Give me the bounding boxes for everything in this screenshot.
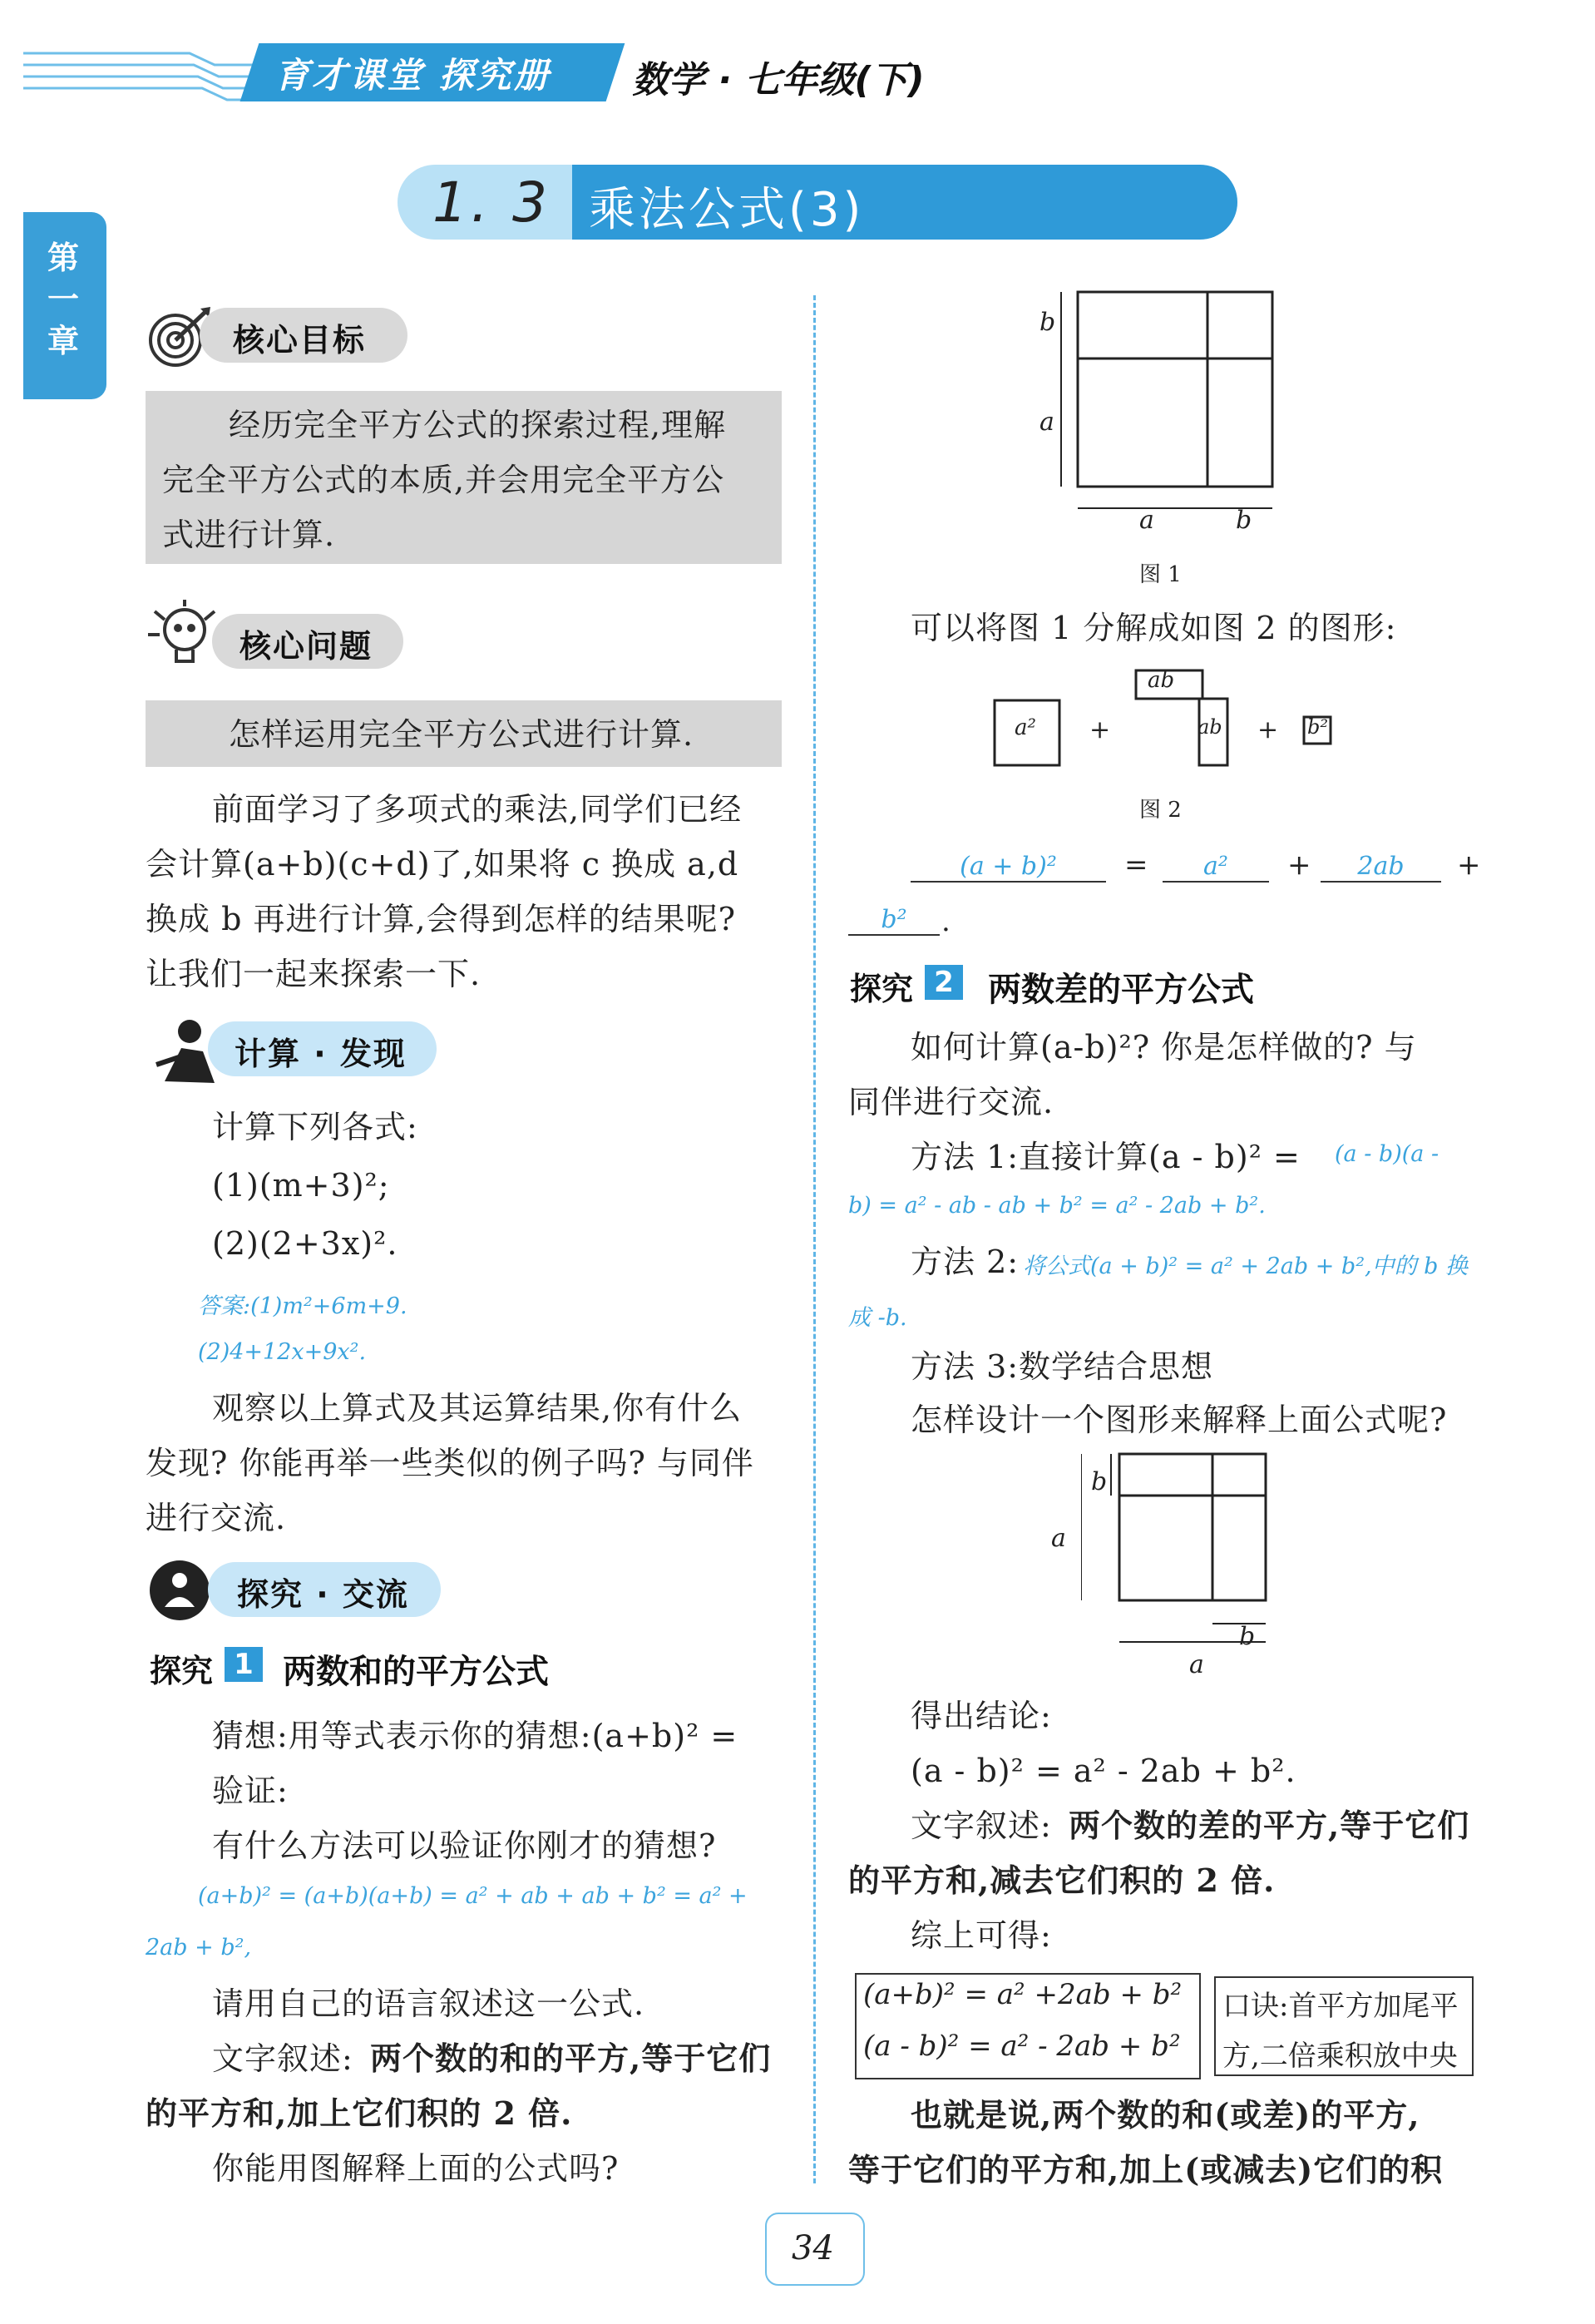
figure-1-diagram (1023, 279, 1297, 528)
fig3-a-label: a (1051, 1524, 1066, 1553)
fig1-a-bottom-label: a (1139, 506, 1154, 535)
intro-line-3: 换成 b 再进行计算,会得到怎样的结果呢? (146, 901, 736, 937)
plus-sign-2: + (1457, 848, 1481, 882)
fig1-b-side-label: b (1039, 308, 1056, 337)
method-2-answer-a: 将公式(a + b)² = a² + 2ab + b²,中的 b 换 (1023, 1253, 1469, 1279)
period: . (941, 905, 951, 938)
method-1-answer-a: (a - b)(a - (1335, 1141, 1439, 1167)
calc-prompt: 计算下列各式: (212, 1109, 418, 1145)
figure-1-caption: 图 1 (1139, 562, 1182, 587)
intro-line-1: 前面学习了多项式的乘法,同学们已经 (212, 791, 743, 828)
intro-line-4: 让我们一起来探索一下. (146, 956, 481, 992)
explore-icon (146, 1557, 213, 1627)
explore-1-number: 1 (225, 1647, 263, 1682)
explore-1-describe-text-2: 的平方和,加上它们积的 2 倍. (146, 2094, 573, 2132)
fig1-b-bottom-label: b (1236, 506, 1252, 535)
header-subject: 数学 · 七年级(下) (632, 59, 925, 101)
explore-2-title: 两数差的平方公式 (988, 971, 1254, 1009)
blank-3: 2ab (1321, 852, 1441, 883)
figure-2-caption: 图 2 (1139, 798, 1182, 823)
fig2-ab-side: ab (1197, 715, 1222, 739)
mnemonic-line-1: 口诀:首平方加尾平 (1222, 1990, 1459, 2023)
mnemonic-line-2: 方,二倍乘积放中央 (1222, 2040, 1458, 2073)
explore-2-describe-label: 文字叙述: (911, 1807, 1052, 1844)
calc-item-2: (2)(2+3x)². (212, 1225, 398, 1262)
fig2-a-squared: a² (1015, 715, 1036, 740)
fig3-a-bottom-label: a (1189, 1650, 1204, 1679)
explore-1-diagram-q: 你能用图解释上面的公式吗? (212, 2150, 620, 2187)
core-goal-line-2: 完全平方公式的本质,并会用完全平方公 (162, 462, 725, 498)
method-1-label: 方法 1:直接计算(a - b)² = (911, 1139, 1301, 1175)
fig2-plus-1: + (1089, 715, 1111, 744)
blank-1: (a + b)² (911, 852, 1106, 883)
decompose-text: 可以将图 1 分解成如图 2 的图形: (911, 610, 1397, 646)
observe-line-3: 进行交流. (146, 1500, 287, 1536)
summary-label: 综上可得: (911, 1917, 1052, 1954)
fig2-ab-top: ab (1148, 668, 1175, 693)
page-number: 34 (792, 2229, 834, 2267)
lightbulb-icon (143, 595, 218, 673)
observe-line-1: 观察以上算式及其运算结果,你有什么 (212, 1390, 743, 1427)
explore-1-answer-1: (a+b)² = (a+b)(a+b) = a² + ab + ab + b² = a² + (198, 1883, 748, 1909)
equals-sign: = (1124, 848, 1148, 882)
fig3-b-label: b (1091, 1467, 1108, 1496)
chapter-label: 第一章 (47, 240, 79, 359)
intro-line-2: 会计算(a+b)(c+d)了,如果将 c 换成 a,d (146, 846, 739, 883)
explore-1-title: 两数和的平方公式 (283, 1653, 549, 1691)
fig2-plus-2: + (1257, 715, 1279, 744)
explore-1-answer-2: 2ab + b², (146, 1935, 252, 1961)
formula-2: (a - b)² = a² - 2ab + b² (863, 2030, 1181, 2063)
method-1-answer-b: b) = a² - ab - ab + b² = a² - 2ab + b². (848, 1193, 1266, 1219)
calc-item-1: (1)(m+3)²; (212, 1167, 390, 1204)
explore-1-describe-prompt: 请用自己的语言叙述这一公式. (212, 1985, 645, 2022)
method-3-label: 方法 3:数学结合思想 (911, 1348, 1214, 1385)
explore-1-method-q: 有什么方法可以验证你刚才的猜想? (212, 1827, 717, 1864)
explore-1-describe-text-1: 两个数的和的平方,等于它们 (370, 2040, 772, 2077)
core-goal-heading: 核心目标 (233, 322, 367, 358)
calc-heading: 计算 · 发现 (235, 1036, 407, 1072)
final-line-2: 等于它们的平方和,加上(或减去)它们的积 (848, 2151, 1444, 2188)
final-line-1: 也就是说,两个数的和(或差)的平方, (911, 2096, 1420, 2134)
explore-2-describe-1: 两个数的差的平方,等于它们 (1069, 1807, 1470, 1844)
section-title: 乘法公式(3) (589, 183, 865, 237)
explore-2-describe-2: 的平方和,减去它们积的 2 倍. (848, 1862, 1276, 1899)
column-divider (813, 295, 816, 2183)
blank-4: b² (848, 905, 940, 936)
plus-sign-1: + (1287, 848, 1311, 882)
fig1-a-side-label: a (1039, 408, 1054, 437)
conclusion-formula: (a - b)² = a² - 2ab + b². (911, 1753, 1296, 1789)
observe-line-2: 发现? 你能再举一些类似的例子吗? 与同伴 (146, 1445, 754, 1481)
core-question-text: 怎样运用完全平方公式进行计算. (229, 716, 694, 753)
explore-2-word: 探究 (850, 971, 914, 1007)
fig2-b-squared: b² (1307, 715, 1328, 739)
fig3-b-bottom-label: b (1239, 1622, 1256, 1651)
explore-1-verify: 验证: (212, 1773, 289, 1809)
method-2-label: 方法 2: (911, 1244, 1020, 1280)
core-question-heading: 核心问题 (239, 628, 373, 665)
blank-2: a² (1163, 852, 1269, 883)
explore-heading: 探究 · 交流 (237, 1576, 409, 1613)
header-series-title: 育才课堂 探究册 (274, 55, 551, 96)
calc-answer-2: (2)4+12x+9x². (198, 1339, 367, 1365)
explore-2-question-2: 同伴进行交流. (848, 1084, 1054, 1120)
section-number: 1. 3 (432, 171, 551, 235)
core-goal-line-1: 经历完全平方公式的探索过程,理解 (229, 407, 727, 443)
formula-1: (a+b)² = a² +2ab + b² (863, 1978, 1183, 2011)
core-goal-line-3: 式进行计算. (162, 517, 336, 553)
design-question: 怎样设计一个图形来解释上面公式呢? (911, 1402, 1448, 1438)
header-decor-lines (23, 47, 273, 101)
explore-1-guess: 猜想:用等式表示你的猜想:(a+b)² = (212, 1718, 738, 1754)
conclusion-label: 得出结论: (911, 1698, 1052, 1734)
explore-2-number: 2 (925, 965, 963, 1000)
calc-answer-1: 答案:(1)m²+6m+9. (198, 1293, 407, 1319)
explore-1-word: 探究 (150, 1653, 214, 1689)
method-2-answer-b: 成 -b. (848, 1305, 907, 1331)
figure-3-diagram (1081, 1447, 1289, 1647)
explore-2-question-1: 如何计算(a-b)²? 你是怎样做的? 与 (911, 1029, 1417, 1066)
explore-1-describe-label: 文字叙述: (212, 2040, 353, 2077)
